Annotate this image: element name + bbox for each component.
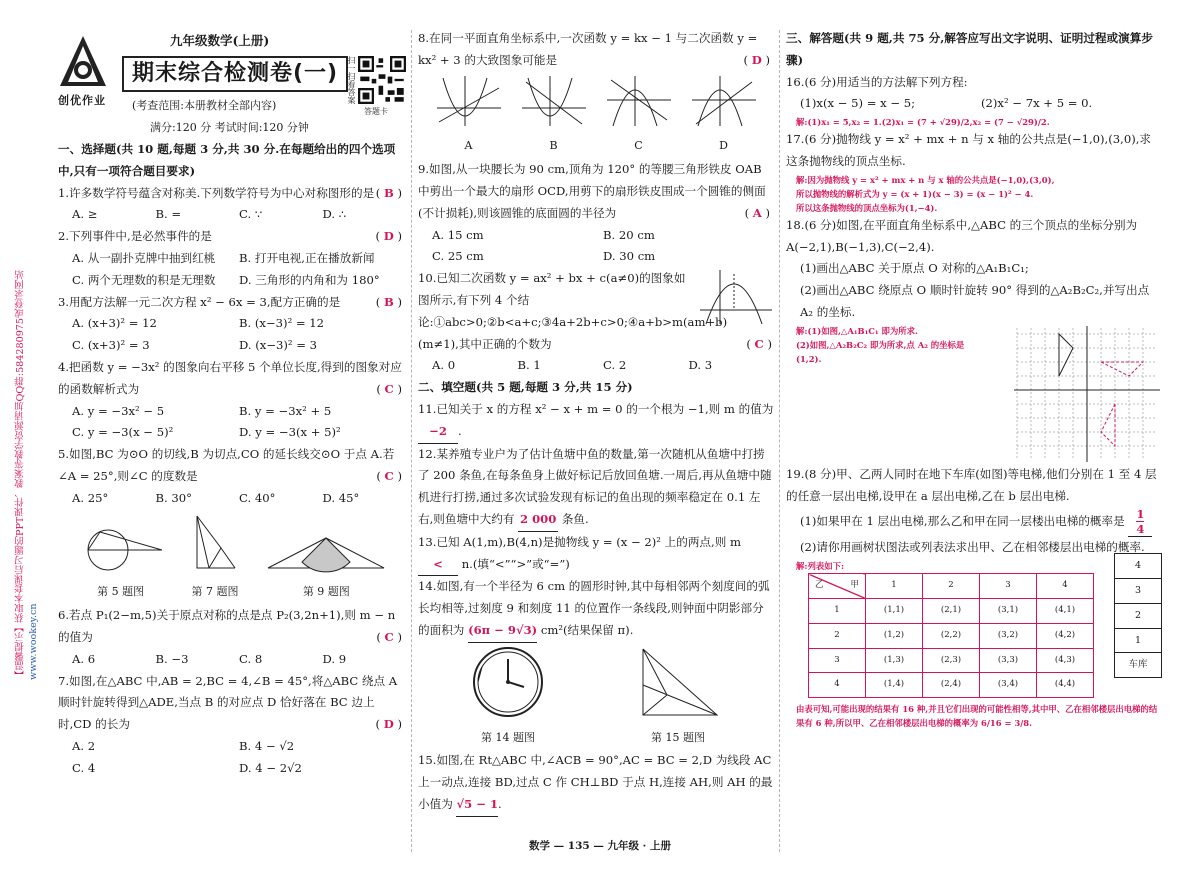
q8-label-b: B xyxy=(549,139,558,153)
q18-part-1: (1)画出△ABC 关于原点 O 对称的△A₁B₁C₁; xyxy=(800,261,1029,276)
question-18: 18.(6 分)如图,在平面直角坐标系中,△ABC 的三个顶点的坐标分别为 A(−2,1),B(−1,3),C(−2,4). xyxy=(786,217,1138,254)
answer-q3: B xyxy=(383,294,394,309)
question-11: 11.已知关于 x 的方程 x² − x + m = 0 的一个根为 −1,则 m 的值为 −2 . xyxy=(418,399,774,444)
options-q1: A. ≥ B. = C. ∵ D. ∴ xyxy=(72,207,347,222)
table-row: 2 (1,2) (2,2) (3,2) (4,2) xyxy=(809,623,1094,648)
q8-label-d: D xyxy=(719,139,728,153)
qr-code-icon[interactable] xyxy=(358,56,406,104)
page-footer: 数学 — 135 — 九年级 · 上册 xyxy=(528,840,671,852)
question-10-block xyxy=(418,268,774,355)
table-corner xyxy=(809,574,866,599)
question-9: 9.如图,从一块腰长为 90 cm,顶角为 120° 的等腰三角形铁皮 OAB 中剪出一个最大的扇形 OCD,用剪下的扇形铁皮围成一个圆锥的侧面(不计损耗),则该圆锥的底面圆的半径为 ( A ) xyxy=(418,162,770,220)
floor-label: 4 xyxy=(1115,554,1162,579)
table-row: 4 (1,4) (2,4) (3,4) (4,4) xyxy=(809,673,1094,698)
question-6: 6.若点 P₁(2−m,5)关于原点对称的点是点 P₂(3,2n+1),则 m − n 的值为 ( C ) xyxy=(58,608,402,644)
side-banner xyxy=(14,200,42,680)
exam-score-time: 满分:120 分 考试时间:120 分钟 xyxy=(150,121,309,134)
column-divider xyxy=(411,30,412,852)
question-7: 7.如图,在△ABC 中,AB = 2,BC = 4,∠B = 45°,将△ABC 绕点 A 顺时针旋转得到△ADE,当点 B 的对应点 D 恰好落在 BC 边上时,CD 的长为 ( D ) xyxy=(58,673,402,732)
answer-q2: D xyxy=(383,229,394,244)
side-banner-link[interactable]: www.wookey.cn xyxy=(28,603,39,680)
fig14-caption: 第 14 题图 xyxy=(481,730,535,744)
question-15: 15.如图,在 Rt△ABC 中,∠ACB = 90°,AC = BC = 2,D 为线段 AC 上一动点,连接 BD,过点 C 作 CH⊥BD 于点 H,连接 AH,则 AH 的最小值为 √5 − 1. xyxy=(418,750,774,816)
table-col-header: 3 xyxy=(980,574,1037,599)
subtitle: 九年级数学(上册) xyxy=(170,33,270,48)
table-col-header: 2 xyxy=(923,574,980,599)
fill-q13: < xyxy=(418,554,458,577)
q10-parabola-graph xyxy=(698,268,774,326)
fill-q14: (6π − 9√3) xyxy=(468,620,537,643)
side-banner-text: 获取本套课后习题的PPT课件、教案等教学资源请加QQ群:584280975或登录网站 xyxy=(15,269,26,623)
column-3 xyxy=(786,28,1162,730)
page-title: 期末综合检测卷(一) xyxy=(122,56,348,92)
fig5-circle-tangent xyxy=(78,518,164,574)
side-banner-bracket: 【温馨提示】 xyxy=(15,622,26,680)
options-q6: A. 6 B. −3 C. 8 D. 9 xyxy=(72,651,347,666)
question-8: 8.在同一平面直角坐标系中,一次函数 y = kx − 1 与二次函数 y = kx² + 3 的大致图象可能是 ( D ) xyxy=(418,31,770,67)
solution-q19-head: 解:列表如下: xyxy=(796,561,845,572)
column-divider xyxy=(779,30,780,852)
q16-parts: (1)x(x − 5) = x − 5; (2)x² − 7x + 5 = 0. xyxy=(800,96,1093,111)
elevator-floor-diagram xyxy=(1114,553,1162,678)
table-row: 3 (1,3) (2,3) (3,3) (4,3) xyxy=(809,648,1094,673)
section-2-heading: 二、填空题(共 5 题,每题 3 分,共 15 分) xyxy=(418,380,633,395)
q18-solution-row xyxy=(786,324,1162,464)
q8-graph-b xyxy=(520,74,588,128)
column-1 xyxy=(58,139,406,780)
q19-part-1: (1)如果甲在 1 层出电梯,那么乙和甲在同一层楼出电梯的概率是 $\frac{1}{4}$ xyxy=(786,507,1162,537)
table-corner-top: 甲 xyxy=(850,580,859,591)
fig9-sector xyxy=(266,524,386,574)
solution-q16: 解:(1)x₁ = 5,x₂ = 1.(2)x₁ = (7 + √29)/2,x₂ = (7 − √29)/2. xyxy=(796,117,1050,128)
fill-q12: 2 000 xyxy=(518,509,558,532)
answer-q6: C xyxy=(384,629,394,644)
answer-q4: C xyxy=(384,381,394,396)
q19-part-2: (2)请你用画树状图法或列表法求出甲、乙在相邻楼层出电梯的概率. xyxy=(800,540,1145,555)
q8-graph-a xyxy=(435,74,503,128)
question-13: 13.已知 A(1,m),B(4,n)是抛物线 y = (x − 2)² 上的两点,则 m < n.(填“<”“>”或“=”) xyxy=(418,532,774,577)
question-5: 5.如图,BC 为⊙O 的切线,B 为切点,CO 的延长线交⊙O 于点 A.若∠A = 25°,则∠C 的度数是 ( C ) xyxy=(58,447,402,483)
table-corner-bottom: 乙 xyxy=(815,580,824,591)
options-q10: A. 0 B. 1 C. 2 D. 3 xyxy=(432,358,713,373)
answer-q1: B xyxy=(383,185,394,200)
fig14-clock xyxy=(469,645,547,719)
solution-q17-3: 所以这条抛物线的顶点坐标为(1,−4). xyxy=(796,202,938,213)
solution-q17-2: 所以抛物线的解析式为 y = (x + 1)(x − 3) = (x − 1)² − 4. xyxy=(796,188,1034,199)
question-12: 12.某养殖专业户为了估计鱼塘中鱼的数量,第一次随机从鱼塘中打捞了 200 条鱼,在每条鱼身上做好标记后放回鱼塘.一周后,再从鱼塘中随机进行打捞,通过多次试验发现有标记的鱼出现的频率稳定在 0.1 左右,则鱼塘中大约有 2 000 条鱼. xyxy=(418,444,774,532)
options-q7: A. 2 B. 4 − √2 C. 4 D. 4 − 2√2 xyxy=(72,738,302,775)
q8-label-a: A xyxy=(464,139,473,153)
question-2: 2.下列事件中,是必然事件的是 ( D ) xyxy=(58,229,402,244)
column-2 xyxy=(418,28,774,817)
answer-q7: D xyxy=(383,717,394,732)
q8-graphs xyxy=(418,72,774,160)
brand-logo xyxy=(58,34,108,90)
question-10: 10.已知二次函数 y = ax² + bx + c(a≠0)的图象如图所示,有下列 4 个结论:①abc>0;②b<a+c;③4a+2b+c>0;④a+b>m(am+b)(m≠1),其中正确的个数为 ( C ) xyxy=(418,271,772,351)
q19-outcome-table xyxy=(808,573,1094,698)
answer-q9: A xyxy=(752,205,762,220)
scan-hint: 扫一扫看答案 xyxy=(347,56,356,104)
question-17: 17.(6 分)抛物线 y = x² + mx + n 与 x 轴的公共点是(−1,0),(3,0),求这条抛物线的顶点坐标. xyxy=(786,132,1151,168)
options-q4: A. y = −3x² − 5 B. y = −3x² + 5 C. y = −3(x − 5)² D. y = −3(x + 5)² xyxy=(72,403,341,440)
question-19: 19.(8 分)甲、乙两人同时在地下车库(如图)等电梯,他们分别在 1 至 4 层的任意一层出电梯,设甲在 a 层出电梯,乙在 b 层出电梯. xyxy=(786,466,1157,503)
table-row: 1 (1,1) (2,1) (3,1) (4,1) xyxy=(809,598,1094,623)
floor-label: 2 xyxy=(1115,603,1162,628)
q18-part-2: (2)画出△ABC 绕原点 O 顺时针旋转 90° 得到的△A₂B₂C₂,并写出点 A₂ 的坐标. xyxy=(800,283,1150,319)
answer-q10: C xyxy=(754,336,764,351)
floor-label: 车库 xyxy=(1115,653,1162,678)
q8-graph-d xyxy=(690,74,758,128)
table-col-header: 1 xyxy=(866,574,923,599)
question-16: 16.(6 分)用适当的方法解下列方程: xyxy=(786,74,968,89)
solution-q18-2: (2)如图,△A₂B₂C₂ 即为所求,点 A₂ 的坐标是(1,2). xyxy=(796,339,965,364)
floor-label: 3 xyxy=(1115,578,1162,603)
fig5-caption: 第 5 题图 xyxy=(97,585,145,599)
figures-row-1 xyxy=(58,510,406,606)
qr-label: 答题卡 xyxy=(364,107,388,116)
fig9-caption: 第 9 题图 xyxy=(302,585,350,599)
table-col-header: 4 xyxy=(1037,574,1094,599)
brand-name: 创优作业 xyxy=(58,94,106,107)
question-3: 3.用配方法解一元二次方程 x² − 6x = 3,配方正确的是 ( B ) xyxy=(58,294,402,309)
fig15-triangle xyxy=(633,645,723,719)
fig7-rotation xyxy=(187,512,243,574)
q18-coordinate-grid xyxy=(1012,324,1162,464)
q8-label-c: C xyxy=(634,139,643,153)
question-14: 14.如图,有一个半径为 6 cm 的圆形时钟,其中每相邻两个刻度间的弧长均相等,过刻度 9 和刻度 11 的位置作一条线段,则钟面中阴影部分的面积为 (6π − 9√3) cm²(结果保留 π). xyxy=(418,576,774,642)
fill-q15: √5 − 1 xyxy=(456,794,498,817)
fill-q19-1: $\frac{1}{4}$ xyxy=(1128,507,1152,537)
question-4: 4.把函数 y = −3x² 的图象向右平移 5 个单位长度,得到的图象对应的函数解析式为 ( C ) xyxy=(58,359,402,396)
fig15-caption: 第 15 题图 xyxy=(651,730,705,744)
options-q3: A. (x+3)² = 12 B. (x−3)² = 12 C. (x+3)² = 3 D. (x−3)² = 3 xyxy=(72,316,325,353)
options-q9: A. 15 cm B. 20 cm C. 25 cm D. 30 cm xyxy=(432,227,656,264)
q8-graph-c xyxy=(605,74,673,128)
fig7-caption: 第 7 题图 xyxy=(191,585,239,599)
options-q5: A. 25° B. 30° C. 40° D. 45° xyxy=(72,490,360,505)
question-1: 1.许多数学符号蕴含对称美.下列数学符号为中心对称图形的是 ( B ) xyxy=(58,185,402,200)
solution-q18-1: 解:(1)如图,△A₁B₁C₁ 即为所求. xyxy=(796,325,918,336)
fill-q11: −2 xyxy=(418,421,458,444)
section-3-heading: 三、解答题(共 9 题,共 75 分,解答应写出文字说明、证明过程或演算步骤) xyxy=(786,31,1153,67)
solution-q17-1: 解:因为抛物线 y = x² + mx + n 与 x 轴的公共点是(−1,0),(3,0), xyxy=(796,174,1055,185)
answer-q5: C xyxy=(384,468,394,483)
answer-q8: D xyxy=(751,52,762,67)
section-heading: 一、选择题(共 10 题,每题 3 分,共 30 分.在每题给出的四个选项中,只有一项符合题目要求) xyxy=(58,142,396,178)
figures-row-2 xyxy=(418,643,774,751)
exam-scope: (考查范围:本册教材全部内容) xyxy=(132,99,277,112)
floor-label: 1 xyxy=(1115,628,1162,653)
options-q2: A. 从一副扑克牌中抽到红桃 B. 打开电视,正在播放新闻 C. 两个无理数的积是无理数 D. 三角形的内角和为 180° xyxy=(72,250,380,287)
solution-q19-tail: 由表可知,可能出现的结果有 16 种,并且它们出现的可能性相等,其中甲、乙在相邻楼层出电梯的结果有 6 种,所以甲、乙在相邻楼层出电梯的概率为 6/16 = 3/8. xyxy=(796,704,1158,729)
